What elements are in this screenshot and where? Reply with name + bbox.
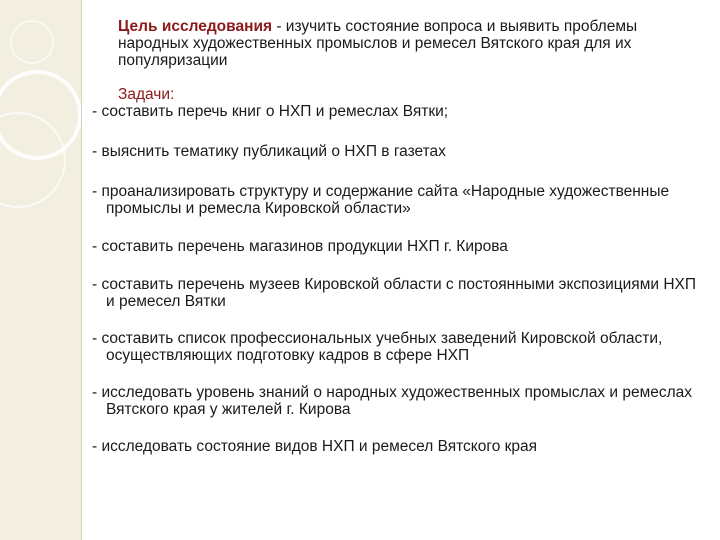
task-item: - составить перечень магазинов продукции НХП г. Кирова <box>92 238 508 255</box>
task-item: - составить перечень музеев Кировской области с постоянными экспозициями НХП и ремесел Вятки <box>92 276 696 310</box>
divider <box>81 0 82 540</box>
task-item: - составить перечь книг о НХП и ремеслах Вятки; <box>92 103 449 120</box>
goal-text: - изучить состояние вопроса и выявить проблемы народных художественных промыслов и ремесел Вятского края для их популяризации <box>118 18 638 69</box>
task-item: - исследовать состояние видов НХП и ремесел Вятского края <box>92 438 538 455</box>
tasks-heading: Задачи: <box>118 86 175 103</box>
task-item: - составить список профессиональных учебных заведений Кировской области, осуществляющих подготовку кадров в сфере НХП <box>92 330 663 364</box>
goal-paragraph <box>118 18 702 69</box>
task-item: - проанализировать структуру и содержание сайта «Народные художественные промыслы и ремесла Кировской области» <box>92 183 670 217</box>
task-item: - выяснить тематику публикаций о НХП в газетах <box>92 143 446 160</box>
decorative-circle-icon <box>10 20 54 64</box>
task-item: - исследовать уровень знаний о народных художественных промыслах и ремеслах Вятского края у жителей г. Кирова <box>92 384 693 418</box>
goal-label: Цель исследования <box>118 18 273 35</box>
slide-content <box>92 18 702 455</box>
